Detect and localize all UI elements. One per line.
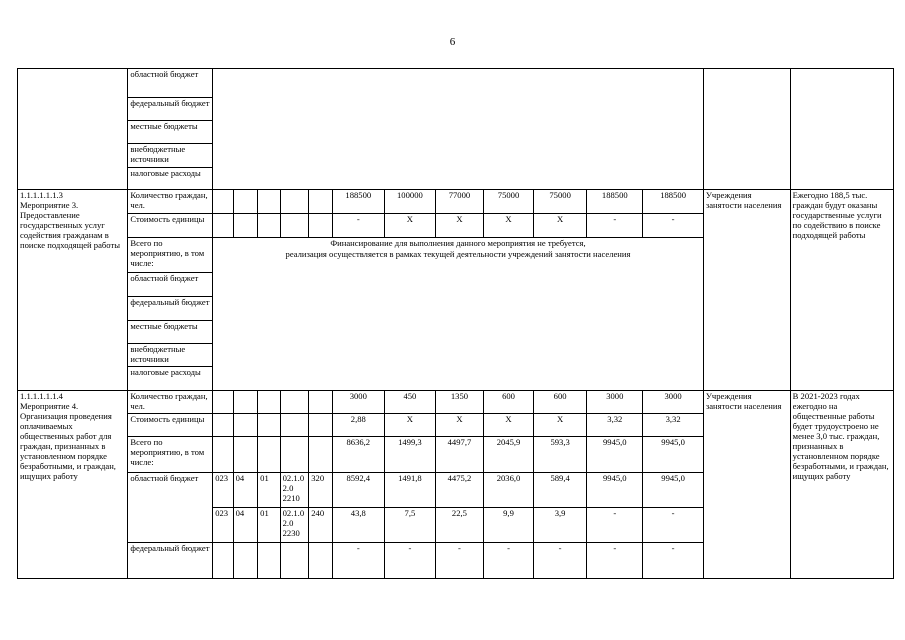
indicator-label: Количество граждан, чел. [128,190,213,214]
value-cell: - [643,214,703,238]
value-cell: 3,32 [643,414,703,437]
code-cell: 01 [258,508,280,543]
value-cell: Х [384,214,435,238]
value-cell: Х [483,414,533,437]
measure-code: 1.1.1.1.1.1.3 [20,190,63,200]
value-cell: 100000 [384,190,435,214]
code-cell: 01 [258,473,280,508]
source-label: федеральный бюджет [128,297,213,321]
value-cell: Х [534,414,587,437]
value-cell: - [483,543,533,579]
value-cell: 8592,4 [332,473,384,508]
financing-note [213,238,704,391]
value-cell: Х [435,414,483,437]
result-cell: В 2021-2023 годах ежегодно на общественные работы будет трудоустроено не менее 3,0 тыс. граждан, признанных в установленном порядке безработными, и граждан, ищущих работу [790,391,893,579]
indicator-label: Стоимость единицы [128,214,213,238]
value-cell: 9945,0 [643,437,703,473]
value-cell: - [534,543,587,579]
value-cell: - [643,543,703,579]
value-cell: 3,9 [534,508,587,543]
source-label: федеральный бюджет [128,98,213,121]
program-table [17,68,894,579]
value-cell: 43,8 [332,508,384,543]
value-cell: - [587,543,643,579]
value-cell: 9945,0 [587,437,643,473]
code-cell: 04 [233,473,258,508]
source-label: областной бюджет [128,69,213,98]
source-label: федеральный бюджет [128,543,213,579]
code-cell-empty [18,69,128,190]
value-cell: 188500 [332,190,384,214]
executor-cell: Учреждения занятости населения [703,190,790,391]
value-cell: 3000 [587,391,643,414]
source-label: налоговые расходы [128,367,213,391]
code-cell: 02.1.02.0 2210 [280,473,309,508]
value-cell: 77000 [435,190,483,214]
value-cell: 593,3 [534,437,587,473]
value-cell: 8636,2 [332,437,384,473]
executor-cell: Учреждения занятости населения [703,391,790,579]
value-cell: - [643,508,703,543]
indicator-label: Всего по мероприятию, в том числе: [128,437,213,473]
value-cell: 2045,9 [483,437,533,473]
value-cell: 450 [384,391,435,414]
measure-4-description [18,391,128,579]
value-cell: 3,32 [587,414,643,437]
result-cell: Ежегодно 188,5 тыс. граждан будут оказаны государственные услуги по содействию в поиске подходящей работы [790,190,893,391]
value-cell: 2,88 [332,414,384,437]
value-cell: 589,4 [534,473,587,508]
source-label: Всего по мероприятию, в том числе: [128,238,213,273]
value-cell: 7,5 [384,508,435,543]
source-label: внебюджетные источники [128,344,213,367]
value-cell: 75000 [483,190,533,214]
source-label: местные бюджеты [128,321,213,344]
source-label: внебюджетные источники [128,144,213,168]
indicator-label: Стоимость единицы [128,414,213,437]
table-row [18,69,894,98]
table-row [18,190,894,214]
value-cell: 188500 [587,190,643,214]
measure-title: Мероприятие 3. Предоставление государственных услуг содействия гражданам в поиске подходящей работы [20,200,120,250]
value-cell: 1350 [435,391,483,414]
result-cell-empty [790,69,893,190]
value-cell: 4475,2 [435,473,483,508]
value-cell: - [384,543,435,579]
value-cell: Х [534,214,587,238]
measure-3-description [18,190,128,391]
code-cell: 02.1.02.0 2230 [280,508,309,543]
source-label: налоговые расходы [128,168,213,190]
executor-cell-empty [703,69,790,190]
value-cell: 75000 [534,190,587,214]
value-cell: - [587,214,643,238]
code-cell: 240 [309,508,333,543]
value-cell: Х [483,214,533,238]
value-cell: 9945,0 [643,473,703,508]
value-cell: 600 [483,391,533,414]
value-cell: 22,5 [435,508,483,543]
value-cell: 3000 [332,391,384,414]
value-cell: 4497,7 [435,437,483,473]
measure-title: Мероприятие 4. Организация проведения оплачиваемых общественных работ для граждан, признанных в установленном порядке безработными, и граждан, ищущих работу [20,401,116,481]
code-cell: 023 [213,508,233,543]
value-cell: 1499,3 [384,437,435,473]
value-cell: 9,9 [483,508,533,543]
value-cell: 9945,0 [587,473,643,508]
financing-note-line: Финансирование для выполнения данного мероприятия не требуется, [330,238,586,248]
value-cell: - [587,508,643,543]
empty-values-block [213,69,704,190]
code-cell: 320 [309,473,333,508]
value-cell: - [435,543,483,579]
code-cell: 04 [233,508,258,543]
value-cell: 600 [534,391,587,414]
value-cell: Х [384,414,435,437]
source-label: областной бюджет [128,473,213,543]
value-cell: - [332,214,384,238]
source-label: областной бюджет [128,273,213,297]
measure-code: 1.1.1.1.1.1.4 [20,391,63,401]
page-number: 6 [449,36,456,48]
value-cell: 2036,0 [483,473,533,508]
table-row [18,391,894,414]
indicator-label: Количество граждан, чел. [128,391,213,414]
financing-note-line: реализация осуществляется в рамках текущей деятельности учреждений занятости населения [285,249,631,259]
code-cell: 023 [213,473,233,508]
value-cell: - [332,543,384,579]
value-cell: Х [435,214,483,238]
source-label: местные бюджеты [128,121,213,144]
value-cell: 1491,8 [384,473,435,508]
value-cell: 3000 [643,391,703,414]
value-cell: 188500 [643,190,703,214]
